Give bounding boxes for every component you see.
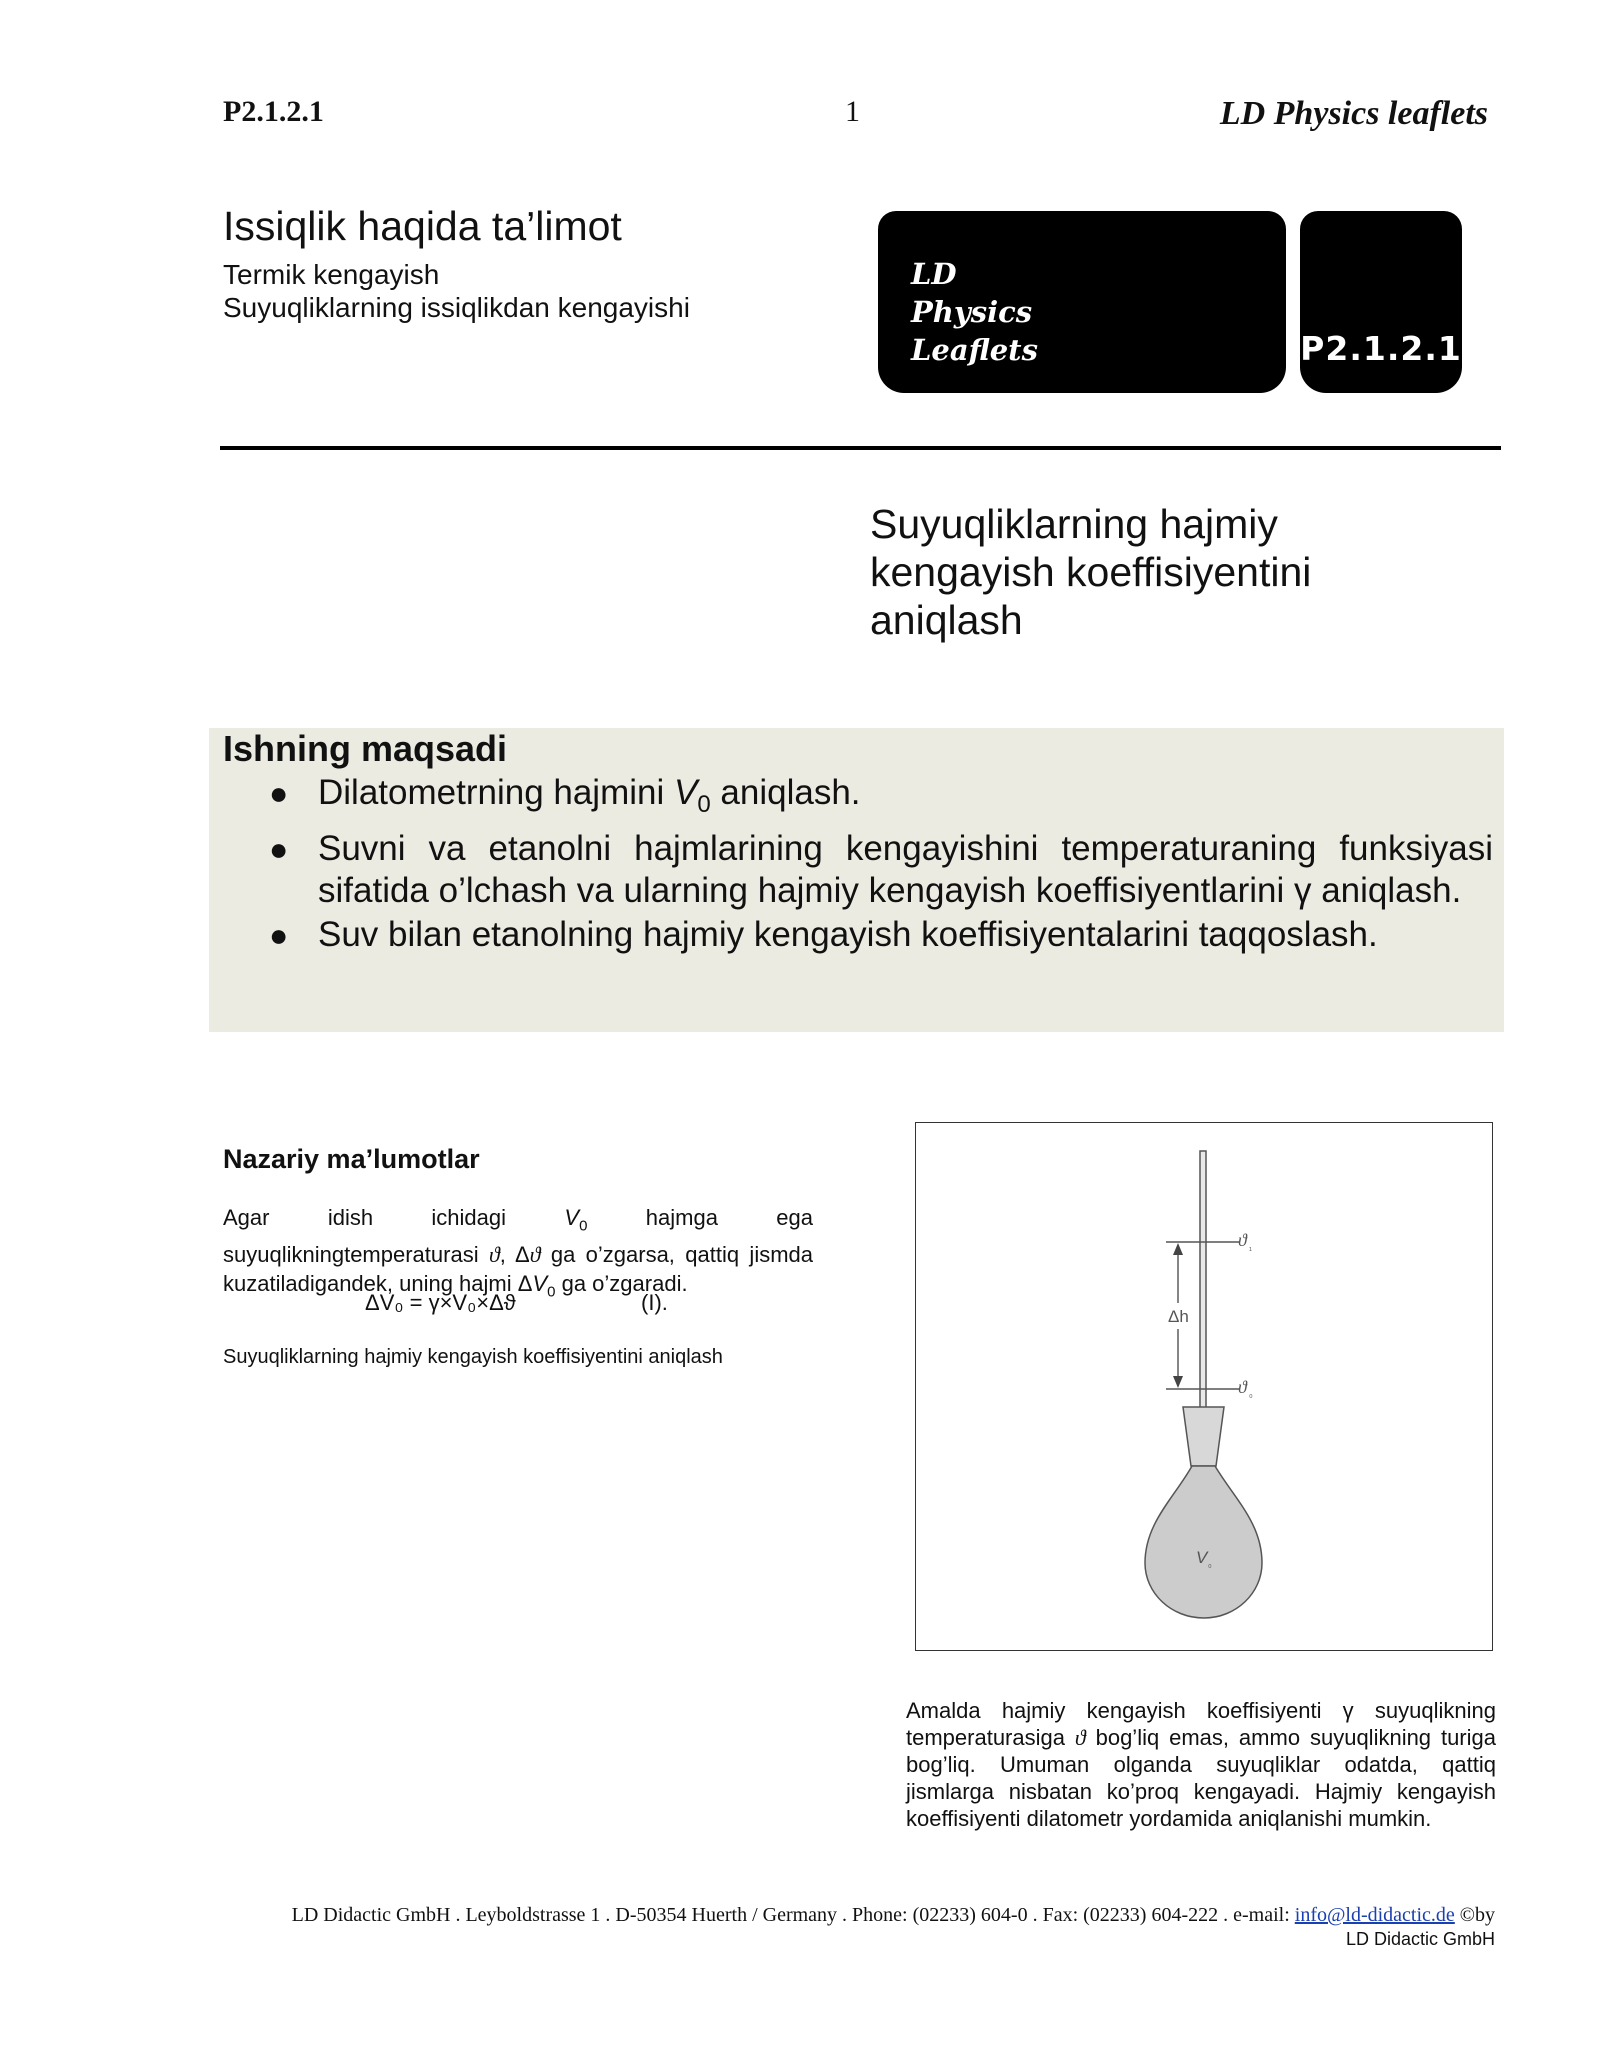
- theory-text: ga o’zgarsa, qattiq jismda kuzatiladigandek, uning hajmi Δ: [223, 1242, 813, 1297]
- theory-sub: 0: [547, 1283, 556, 1301]
- theory-var: V: [532, 1271, 548, 1297]
- theory-text: ga o’zgaradi.: [555, 1271, 688, 1297]
- theory-var: ϑ: [529, 1242, 541, 1268]
- footer-text: ©by: [1454, 1904, 1495, 1926]
- arrow-head-up: [1173, 1243, 1183, 1255]
- formula: ΔV₀ = γ×V₀×Δϑ: [365, 1290, 516, 1315]
- ld-logo: [878, 211, 1286, 393]
- practice-text: Amalda hajmiy kengayish koeffisiyenti γ suyuqlikning temperaturasiga: [906, 1698, 1496, 1750]
- aim-item-text: aniqlash.: [710, 773, 861, 812]
- ld-logo-text: LD Physics Leaflets: [911, 257, 1038, 367]
- theta-bottom-label: ϑ: [1238, 1377, 1247, 1397]
- footer-text: LD Didactic GmbH . Leyboldstrasse 1 . D-50354 Huerth / Germany . Phone: (02233) 604-0 . Fax: (02233) 604-222 . e-mail:: [291, 1904, 1295, 1926]
- list-item: [209, 914, 1493, 956]
- aim-list: [209, 772, 1493, 958]
- volume-label: V: [1196, 1548, 1208, 1567]
- footer-company: LD Didactic GmbH: [1345, 1929, 1495, 1949]
- theory-var: ϑ: [488, 1242, 500, 1268]
- stopper: [1183, 1407, 1224, 1466]
- aim-item-sub: 0: [697, 791, 711, 818]
- aim-section: [209, 728, 1504, 1032]
- theory-text: Agar idish ichidagi: [223, 1205, 565, 1230]
- logo-code-text: P2.1.2.1: [1300, 329, 1462, 368]
- experiment-title: Suyuqliklarning hajmiy kengayish koeffisiyentini aniqlash: [870, 501, 1312, 643]
- logo-code-badge: [1300, 211, 1462, 393]
- arrow-head-down: [1173, 1376, 1183, 1388]
- dilatometer-figure: [915, 1122, 1493, 1651]
- topic-subtitle: Suyuqliklarning issiqlikdan kengayishi: [223, 292, 690, 323]
- bullet-icon: ●: [269, 917, 289, 953]
- formula-ref: (I).: [641, 1290, 668, 1315]
- aim-item-text: Dilatometrning hajmini: [318, 773, 674, 812]
- theory-var: V: [564, 1205, 580, 1230]
- theory-paragraph: [223, 1203, 813, 1307]
- volume-sub: ₀: [1208, 1559, 1212, 1569]
- list-item: [209, 828, 1493, 912]
- theory-sub: 0: [579, 1217, 588, 1235]
- header-series: LD Physics leaflets: [1219, 95, 1488, 132]
- topic-subtitle: Termik kengayish: [223, 259, 440, 290]
- theory-text: , Δ: [499, 1242, 530, 1268]
- theta-top-label: ϑ: [1238, 1230, 1247, 1250]
- aim-item-text: Suv bilan etanolning hajmiy kengayish koeffisiyentalarini taqqoslash.: [318, 915, 1378, 954]
- flask-bulb: [1145, 1466, 1262, 1618]
- footer-address: [160, 1904, 1495, 1927]
- header-code: P2.1.2.1: [223, 95, 324, 128]
- divider: [220, 446, 1501, 450]
- capillary-tube: [1200, 1151, 1206, 1436]
- bullet-icon: ●: [269, 831, 289, 867]
- theory-heading: Nazariy ma’lumotlar: [223, 1144, 480, 1174]
- email-link[interactable]: info@ld-didactic.de: [1294, 1904, 1455, 1926]
- theta-bottom-sub: ₀: [1249, 1389, 1253, 1399]
- theta-top-sub: ₁: [1249, 1242, 1253, 1252]
- practice-text: bog’liq emas, ammo suyuqlikning turiga bog’liq. Umuman olganda suyuqliklar odatda, qattiq jismlarga nisbatan ko’proq kengayadi. Hajmiy kengayish koeffisiyenti dilatometr yordamida aniqlanishi mumkin.: [906, 1725, 1496, 1831]
- topic-title: Issiqlik haqida ta’limot: [223, 203, 622, 249]
- page-number: 1: [845, 95, 860, 128]
- dilatometer-diagram: [916, 1123, 1492, 1650]
- aim-heading: Ishning maqsadi: [223, 728, 508, 769]
- practice-paragraph: [906, 1697, 1496, 1832]
- aim-item-var: V: [673, 773, 698, 812]
- delta-h-label: Δh: [1168, 1307, 1189, 1326]
- aim-item-text: Suvni va etanolni hajmlarining kengayishini temperaturaning funksiyasi sifatida o’lchash va ularning hajmiy kengayish koeffisiyentlarini γ aniqlash.: [318, 829, 1493, 910]
- figure-caption: Suyuqliklarning hajmiy kengayish koeffisiyentini aniqlash: [223, 1346, 723, 1368]
- theory-text: hajmga ega suyuqlikningtemperaturasi: [223, 1205, 813, 1268]
- bullet-icon: ●: [269, 775, 289, 811]
- practice-var: ϑ: [1074, 1725, 1086, 1750]
- list-item: [209, 772, 1493, 826]
